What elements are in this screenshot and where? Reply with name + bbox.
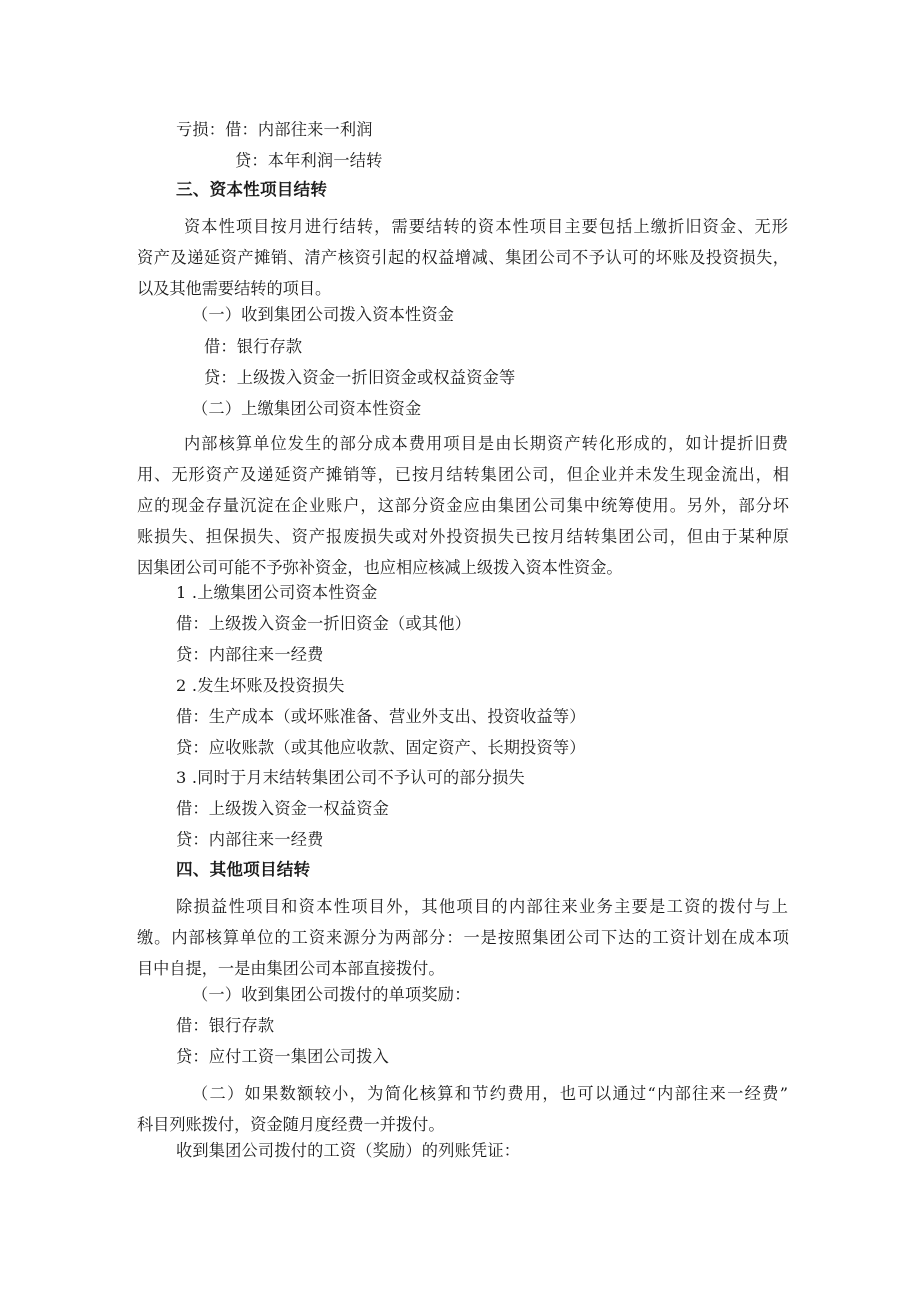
loss-entry-debit: 亏损：借：内部往来一利润 (176, 120, 373, 139)
voucher-note: 收到集团公司拨付的工资（奖励）的列账凭证： (176, 1141, 521, 1160)
section-heading-3: 三、资本性项目结转 (176, 180, 328, 199)
paragraph-line: 内部核算单位发生的部分成本费用项目是由长期资产转化形成的，如计提折旧费 (184, 434, 788, 453)
paragraph-other-intro (137, 891, 789, 984)
item-3-credit: 贷：内部往来一经费 (176, 830, 324, 849)
paragraph-line: 以及其他需要结转的项目。 (137, 279, 332, 298)
paragraph-line: 用、无形资产及递延资产摊销等，已按月结转集团公司，但企业并未发生现金流出，相 (137, 465, 789, 484)
item-1-credit: 贷：内部往来一经费 (176, 645, 324, 664)
item-1-debit: 借：上级拨入资金一折旧资金（或其他） (176, 614, 471, 633)
paragraph-line: （二）如果数额较小，为简化核算和节约费用，也可以通过“内部往来一经费” (192, 1084, 788, 1103)
paragraph-line: 科目列账拨付，资金随月度经费一并拨付。 (137, 1115, 445, 1134)
paragraph-line: 资本性项目按月进行结转，需要结转的资本性项目主要包括上缴折旧资金、无形 (184, 217, 788, 236)
section-heading-4: 四、其他项目结转 (176, 860, 311, 879)
paragraph-small-amount (137, 1078, 788, 1140)
loss-entry-credit: 贷：本年利润一结转 (235, 151, 383, 170)
paragraph-line: 目中自提，一是由集团公司本部直接拨付。 (137, 959, 445, 978)
paragraph-line: 账损失、担保损失、资产报废损失或对外投资损失已按月结转集团公司，但由于某种原 (137, 527, 789, 546)
s3-credit: 贷：应付工资一集团公司拨入 (176, 1047, 390, 1066)
paragraph-capital-intro (137, 211, 789, 304)
item-2-debit: 借：生产成本（或坏账准备、营业外支出、投资收益等） (176, 707, 586, 726)
item-2-credit: 贷：应收账款（或其他应收款、固定资产、长期投资等） (176, 738, 586, 757)
item-2: 2 .发生坏账及投资损失 (176, 676, 345, 695)
item-1: 1 .上缴集团公司资本性资金 (176, 583, 378, 602)
paragraph-line: 因集团公司可能不予弥补资金，也应相应核减上级拨入资本性资金。 (137, 558, 623, 577)
subsection-1: （一）收到集团公司拨入资本性资金 (192, 305, 455, 324)
subsection-3: （一）收到集团公司拨付的单项奖励： (192, 985, 471, 1004)
paragraph-line: 应的现金存量沉淀在企业账户，这部分资金应由集团公司集中统筹使用。另外，部分坏 (137, 496, 789, 515)
subsection-2: （二）上缴集团公司资本性资金 (192, 399, 422, 418)
item-3-debit: 借：上级拨入资金一权益资金 (176, 799, 390, 818)
s1-credit: 贷：上级拨入资金一折旧资金或权益资金等 (204, 368, 516, 387)
item-3: 3 .同时于月末结转集团公司不予认可的部分损失 (176, 768, 525, 787)
paragraph-line: 资产及递延资产摊销、清产核资引起的权益增减、集团公司不予认可的坏账及投资损失， (137, 248, 789, 267)
paragraph-line: 缴。内部核算单位的工资来源分为两部分：一是按照集团公司下达的工资计划在成本项 (137, 928, 789, 947)
paragraph-capital-detail (137, 428, 789, 583)
s3-debit: 借：银行存款 (176, 1016, 275, 1035)
s1-debit: 借：银行存款 (204, 337, 303, 356)
paragraph-line: 除损益性项目和资本性项目外，其他项目的内部往来业务主要是工资的拨付与上 (176, 897, 788, 916)
